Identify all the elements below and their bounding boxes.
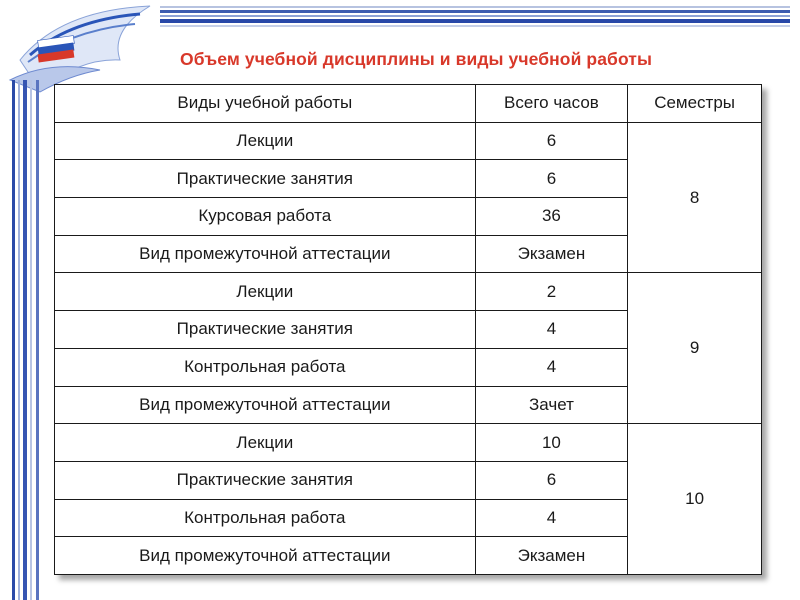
cell-kind: Контрольная работа: [55, 499, 476, 537]
cell-kind: Лекции: [55, 424, 476, 462]
cell-hours: 4: [475, 348, 628, 386]
cell-kind: Вид промежуточной аттестации: [55, 537, 476, 575]
cell-semester: 8: [628, 122, 762, 273]
cell-hours: 6: [475, 122, 628, 160]
cell-kind: Курсовая работа: [55, 198, 476, 236]
cell-kind: Лекции: [55, 122, 476, 160]
table-header-row: [55, 85, 762, 123]
column-header-hours: Всего часов: [475, 85, 628, 123]
table-row: [55, 273, 762, 311]
cell-kind: Практические занятия: [55, 160, 476, 198]
column-header-kind: Виды учебной работы: [55, 85, 476, 123]
cell-hours: Экзамен: [475, 537, 628, 575]
cell-semester: 10: [628, 424, 762, 575]
cell-semester: 9: [628, 273, 762, 424]
table-row: [55, 122, 762, 160]
cell-hours: 2: [475, 273, 628, 311]
cell-kind: Контрольная работа: [55, 348, 476, 386]
cell-kind: Вид промежуточной аттестации: [55, 386, 476, 424]
cell-kind: Практические занятия: [55, 461, 476, 499]
workload-table: [54, 84, 762, 575]
cell-hours: Экзамен: [475, 235, 628, 273]
cell-kind: Вид промежуточной аттестации: [55, 235, 476, 273]
cell-hours: 10: [475, 424, 628, 462]
table-row: [55, 424, 762, 462]
cell-hours: 6: [475, 160, 628, 198]
header-decoration: [160, 6, 790, 28]
cell-hours: 36: [475, 198, 628, 236]
cell-hours: 4: [475, 311, 628, 349]
page-title: Объем учебной дисциплины и виды учебной работы: [180, 49, 653, 69]
cell-hours: 4: [475, 499, 628, 537]
cell-hours: 6: [475, 461, 628, 499]
sidebar-decoration: [0, 80, 50, 600]
column-header-semester: Семестры: [628, 85, 762, 123]
cell-hours: Зачет: [475, 386, 628, 424]
cell-kind: Лекции: [55, 273, 476, 311]
cell-kind: Практические занятия: [55, 311, 476, 349]
